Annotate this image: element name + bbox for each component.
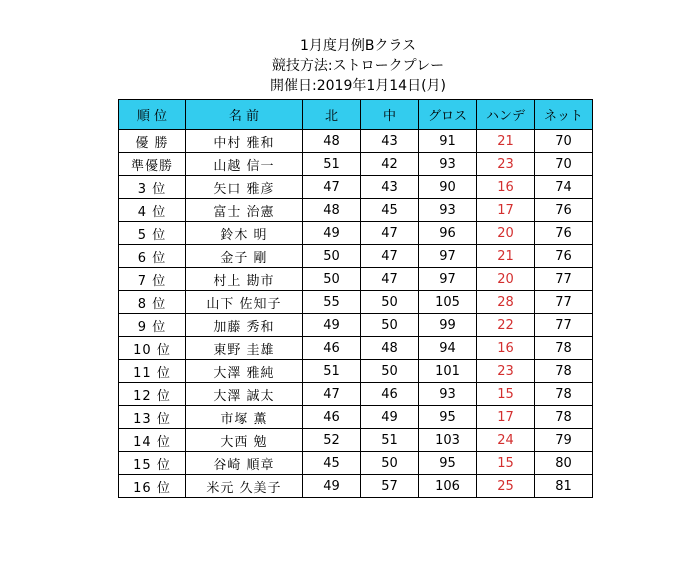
gross-score-cell: 99 <box>419 314 477 337</box>
gross-score-cell: 93 <box>419 383 477 406</box>
north-score-cell: 47 <box>303 383 361 406</box>
middle-score-cell: 47 <box>361 245 419 268</box>
gross-score-cell: 101 <box>419 360 477 383</box>
rank-cell: 準優勝 <box>119 153 186 176</box>
rank-cell: 7 位 <box>119 268 186 291</box>
table-row <box>119 268 593 291</box>
rank-cell: 16 位 <box>119 475 186 498</box>
gross-score-cell: 103 <box>419 429 477 452</box>
rank-cell: 4 位 <box>119 199 186 222</box>
table-row <box>119 475 593 498</box>
net-score-cell: 80 <box>535 452 593 475</box>
middle-score-cell: 50 <box>361 360 419 383</box>
player-name-cell: 山越 信一 <box>186 153 303 176</box>
rank-cell: 9 位 <box>119 314 186 337</box>
net-score-cell: 77 <box>535 314 593 337</box>
gross-score-cell: 96 <box>419 222 477 245</box>
net-score-cell: 78 <box>535 360 593 383</box>
north-score-cell: 55 <box>303 291 361 314</box>
north-score-cell: 50 <box>303 245 361 268</box>
net-score-cell: 81 <box>535 475 593 498</box>
column-header-net: ネット <box>535 100 593 130</box>
table-row <box>119 429 593 452</box>
handicap-cell: 16 <box>477 176 535 199</box>
handicap-cell: 21 <box>477 130 535 153</box>
north-score-cell: 45 <box>303 452 361 475</box>
net-score-cell: 76 <box>535 222 593 245</box>
handicap-cell: 20 <box>477 222 535 245</box>
rank-cell: 優 勝 <box>119 130 186 153</box>
rank-cell: 6 位 <box>119 245 186 268</box>
player-name-cell: 大西 勉 <box>186 429 303 452</box>
player-name-cell: 中村 雅和 <box>186 130 303 153</box>
player-name-cell: 東野 圭雄 <box>186 337 303 360</box>
table-row <box>119 245 593 268</box>
net-score-cell: 76 <box>535 245 593 268</box>
gross-score-cell: 97 <box>419 245 477 268</box>
table-row <box>119 199 593 222</box>
column-header-gross: グロス <box>419 100 477 130</box>
net-score-cell: 76 <box>535 199 593 222</box>
player-name-cell: 市塚 薫 <box>186 406 303 429</box>
middle-score-cell: 47 <box>361 222 419 245</box>
rank-cell: 8 位 <box>119 291 186 314</box>
rank-cell: 10 位 <box>119 337 186 360</box>
player-name-cell: 富士 治憲 <box>186 199 303 222</box>
net-score-cell: 79 <box>535 429 593 452</box>
table-body <box>119 130 593 498</box>
middle-score-cell: 46 <box>361 383 419 406</box>
table-header-row <box>119 100 593 130</box>
gross-score-cell: 93 <box>419 153 477 176</box>
table-row <box>119 337 593 360</box>
competition-format: 競技方法:ストロークプレー <box>271 58 445 74</box>
player-name-cell: 鈴木 明 <box>186 222 303 245</box>
player-name-cell: 大澤 雅純 <box>186 360 303 383</box>
gross-score-cell: 95 <box>419 452 477 475</box>
gross-score-cell: 95 <box>419 406 477 429</box>
table-row <box>119 130 593 153</box>
player-name-cell: 村上 勘市 <box>186 268 303 291</box>
table-row <box>119 291 593 314</box>
gross-score-cell: 106 <box>419 475 477 498</box>
table-row <box>119 176 593 199</box>
player-name-cell: 加藤 秀和 <box>186 314 303 337</box>
rank-cell: 15 位 <box>119 452 186 475</box>
table-row <box>119 383 593 406</box>
rank-cell: 13 位 <box>119 406 186 429</box>
net-score-cell: 77 <box>535 268 593 291</box>
net-score-cell: 77 <box>535 291 593 314</box>
net-score-cell: 74 <box>535 176 593 199</box>
column-header-north: 北 <box>303 100 361 130</box>
net-score-cell: 78 <box>535 337 593 360</box>
north-score-cell: 48 <box>303 199 361 222</box>
player-name-cell: 矢口 雅彦 <box>186 176 303 199</box>
middle-score-cell: 45 <box>361 199 419 222</box>
player-name-cell: 大澤 誠太 <box>186 383 303 406</box>
north-score-cell: 49 <box>303 222 361 245</box>
gross-score-cell: 97 <box>419 268 477 291</box>
handicap-cell: 24 <box>477 429 535 452</box>
net-score-cell: 70 <box>535 130 593 153</box>
middle-score-cell: 43 <box>361 176 419 199</box>
column-header-handicap: ハンデ <box>477 100 535 130</box>
gross-score-cell: 91 <box>419 130 477 153</box>
table-row <box>119 360 593 383</box>
north-score-cell: 48 <box>303 130 361 153</box>
net-score-cell: 70 <box>535 153 593 176</box>
player-name-cell: 米元 久美子 <box>186 475 303 498</box>
gross-score-cell: 94 <box>419 337 477 360</box>
north-score-cell: 46 <box>303 337 361 360</box>
north-score-cell: 49 <box>303 475 361 498</box>
handicap-cell: 15 <box>477 452 535 475</box>
handicap-cell: 17 <box>477 406 535 429</box>
rank-cell: 3 位 <box>119 176 186 199</box>
rank-cell: 12 位 <box>119 383 186 406</box>
results-table <box>118 99 593 498</box>
middle-score-cell: 50 <box>361 314 419 337</box>
column-header-rank: 順 位 <box>119 100 186 130</box>
handicap-cell: 28 <box>477 291 535 314</box>
middle-score-cell: 57 <box>361 475 419 498</box>
table-row <box>119 153 593 176</box>
middle-score-cell: 48 <box>361 337 419 360</box>
rank-cell: 5 位 <box>119 222 186 245</box>
event-title: 1月度月例Bクラス <box>299 38 417 54</box>
title-block <box>0 36 696 96</box>
player-name-cell: 谷崎 順章 <box>186 452 303 475</box>
column-header-name: 名 前 <box>186 100 303 130</box>
gross-score-cell: 105 <box>419 291 477 314</box>
middle-score-cell: 51 <box>361 429 419 452</box>
net-score-cell: 78 <box>535 406 593 429</box>
rank-cell: 14 位 <box>119 429 186 452</box>
north-score-cell: 46 <box>303 406 361 429</box>
north-score-cell: 47 <box>303 176 361 199</box>
handicap-cell: 25 <box>477 475 535 498</box>
player-name-cell: 金子 剛 <box>186 245 303 268</box>
north-score-cell: 51 <box>303 153 361 176</box>
middle-score-cell: 49 <box>361 406 419 429</box>
gross-score-cell: 93 <box>419 199 477 222</box>
middle-score-cell: 50 <box>361 291 419 314</box>
column-header-middle: 中 <box>361 100 419 130</box>
north-score-cell: 49 <box>303 314 361 337</box>
handicap-cell: 22 <box>477 314 535 337</box>
table-row <box>119 222 593 245</box>
player-name-cell: 山下 佐知子 <box>186 291 303 314</box>
table-row <box>119 314 593 337</box>
gross-score-cell: 90 <box>419 176 477 199</box>
handicap-cell: 16 <box>477 337 535 360</box>
north-score-cell: 52 <box>303 429 361 452</box>
handicap-cell: 17 <box>477 199 535 222</box>
middle-score-cell: 47 <box>361 268 419 291</box>
table-row <box>119 406 593 429</box>
handicap-cell: 21 <box>477 245 535 268</box>
middle-score-cell: 43 <box>361 130 419 153</box>
net-score-cell: 78 <box>535 383 593 406</box>
handicap-cell: 20 <box>477 268 535 291</box>
handicap-cell: 23 <box>477 360 535 383</box>
middle-score-cell: 50 <box>361 452 419 475</box>
event-date: 開催日:2019年1月14日(月) <box>270 78 446 94</box>
north-score-cell: 51 <box>303 360 361 383</box>
handicap-cell: 15 <box>477 383 535 406</box>
north-score-cell: 50 <box>303 268 361 291</box>
table-row <box>119 452 593 475</box>
handicap-cell: 23 <box>477 153 535 176</box>
middle-score-cell: 42 <box>361 153 419 176</box>
rank-cell: 11 位 <box>119 360 186 383</box>
